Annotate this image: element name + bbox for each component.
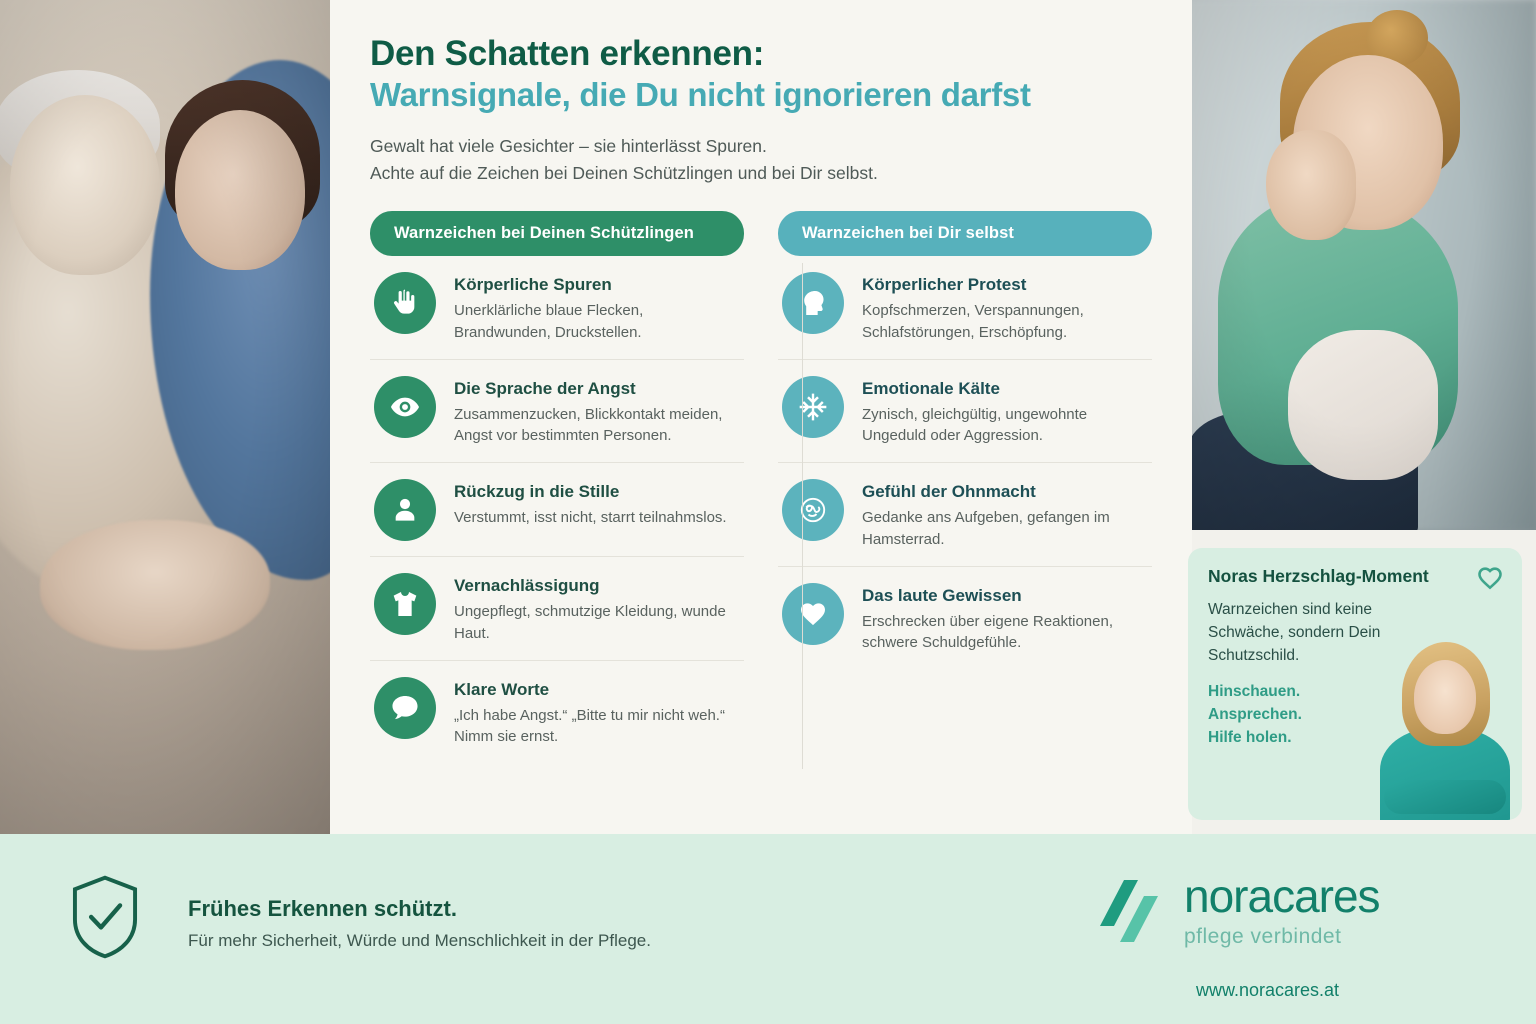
list-item [370, 256, 744, 359]
list-item-body [862, 583, 1148, 655]
list-item-title: Körperlicher Protest [862, 275, 1027, 295]
nora-cta-line2: Ansprechen. [1208, 706, 1302, 724]
nora-portrait-photo [1366, 620, 1522, 820]
list-item-text: Erschrecken über eigene Reaktionen, schwere Schuldgefühle. [862, 612, 1113, 652]
footer-subtitle: Für mehr Sicherheit, Würde und Menschlichkeit in der Pflege. [188, 931, 651, 950]
list-item-body [862, 272, 1148, 344]
page-subtitle-line1: Gewalt hat viele Gesichter – sie hinterlässt Spuren. [370, 135, 767, 156]
list-item-text: Ungepflegt, schmutzige Kleidung, wunde Haut. [454, 603, 726, 642]
list-item [778, 359, 1152, 463]
list-item-body [862, 376, 1148, 448]
brand-text [1184, 870, 1380, 949]
nora-portrait-arms [1384, 780, 1506, 814]
list-item-title: Vernachlässigung [454, 576, 600, 596]
photo-caregiver-with-senior [0, 0, 340, 834]
brand-tagline: pflege verbindet [1184, 925, 1342, 948]
speech-bubble-icon [374, 677, 436, 739]
noracares-logo-icon [1090, 872, 1168, 950]
heart-icon [782, 583, 844, 645]
head-lightning-icon [782, 272, 844, 334]
list-item-title: Das laute Gewissen [862, 585, 1022, 605]
page-title-line2: Warnsignale, die Du nicht ignorieren darfst [370, 76, 1031, 114]
list-item-text: „Ich habe Angst.“ „Bitte tu mir nicht weh.“ Nimm sie ernst. [454, 706, 725, 746]
nora-cta-line1: Hinschauen. [1208, 682, 1301, 700]
page-subtitle-line2: Achte auf die Zeichen bei Deinen Schützlingen und bei Dir selbst. [370, 162, 878, 183]
list-item-title: Körperliche Spuren [454, 275, 612, 295]
footer-bar [0, 834, 1536, 1024]
brand-url[interactable]: www.noracares.at [1196, 980, 1340, 1000]
list-item [370, 359, 744, 463]
list-item [778, 256, 1152, 359]
shield-check-icon [68, 874, 142, 960]
list-item [778, 566, 1152, 670]
eye-icon [374, 376, 436, 438]
list-item [370, 556, 744, 660]
list-item-title: Emotionale Kälte [862, 378, 1000, 398]
list-item-text: Zynisch, gleichgültig, ungewohnte Ungeduld oder Aggression. [862, 405, 1088, 445]
list-item-text: Gedanke ans Aufgeben, gefangen im Hamsterrad. [862, 509, 1110, 548]
list-item [370, 462, 744, 556]
snowflake-icon [782, 376, 844, 438]
list-item-title: Klare Worte [454, 679, 550, 699]
column-heading-wards: Warnzeichen bei Deinen Schützlingen [370, 211, 744, 256]
page-subtitle [370, 133, 1152, 187]
nora-heartbeat-card [1188, 548, 1522, 820]
list-item-body [862, 479, 1148, 551]
person-icon [374, 479, 436, 541]
brand-name: noracares [1184, 870, 1380, 922]
heart-outline-icon [1476, 564, 1504, 592]
list-item-body [454, 272, 740, 344]
column-warning-signs-wards [370, 211, 744, 763]
footer-title: Frühes Erkennen schützt. [188, 896, 457, 921]
brand-lockup [1090, 872, 1380, 950]
shirt-icon [374, 573, 436, 635]
list-item-text: Zusammenzucken, Blickkontakt meiden, Angst vor bestimmten Personen. [454, 405, 723, 445]
list-item-text: Kopfschmerzen, Verspannungen, Schlafstörungen, Erschöpfung. [862, 302, 1084, 341]
list-item-text: Verstummt, isst nicht, starrt teilnahmslos. [454, 509, 727, 527]
main-content-card [330, 0, 1192, 834]
list-item-body [454, 376, 740, 448]
column-divider [802, 263, 803, 769]
photo-exhausted-nurse [1188, 0, 1536, 530]
nora-portrait-head [1414, 660, 1476, 734]
list-item-body [454, 573, 740, 645]
list-item [370, 660, 744, 764]
column-warning-signs-self [778, 211, 1152, 763]
list-item-text: Unerklärliche blaue Flecken, Brandwunden, Druckstellen. [454, 302, 644, 341]
warning-signs-columns [370, 211, 1152, 763]
list-item-body [454, 479, 727, 529]
list-item [778, 462, 1152, 566]
nora-card-title: Noras Herzschlag-Moment [1208, 566, 1429, 586]
column-heading-self: Warnzeichen bei Dir selbst [778, 211, 1152, 256]
photo-right-vignette [1188, 0, 1536, 530]
nora-card-text: Warnzeichen sind keine Schwäche, sondern Dein Schutzschild. [1208, 601, 1381, 664]
photo-left-vignette [0, 0, 340, 834]
tangled-brain-icon [782, 479, 844, 541]
hand-icon [374, 272, 436, 334]
list-item-title: Gefühl der Ohnmacht [862, 482, 1036, 502]
nora-cta-line3: Hilfe holen. [1208, 729, 1292, 747]
list-item-title: Die Sprache der Angst [454, 378, 636, 398]
list-item-body [454, 677, 740, 749]
page-title-line1: Den Schatten erkennen: [370, 34, 765, 73]
list-item-title: Rückzug in die Stille [454, 482, 620, 502]
